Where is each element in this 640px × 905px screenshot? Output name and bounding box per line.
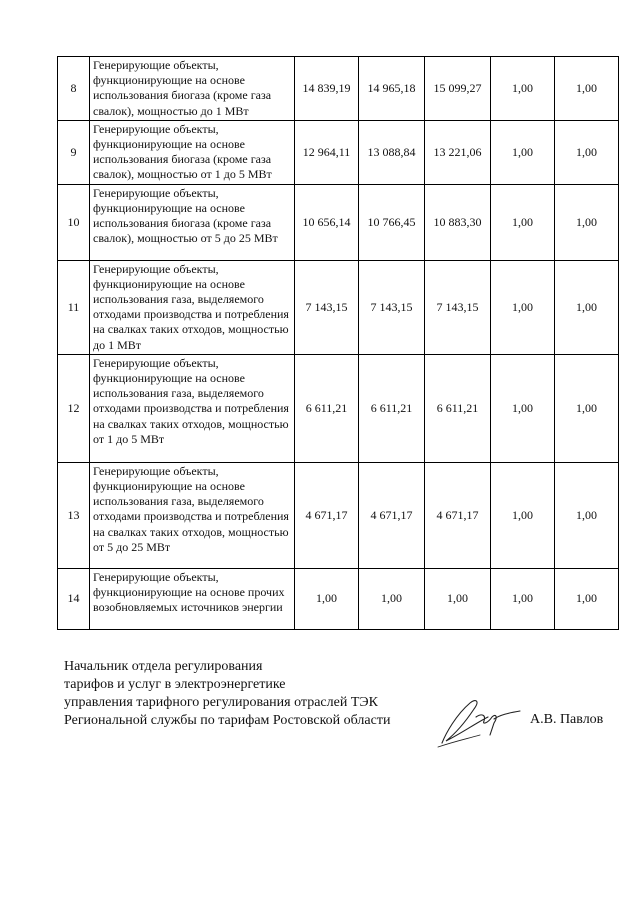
row-value-3-cell: 15 099,27 — [425, 57, 491, 121]
row-number-cell: 10 — [58, 184, 90, 260]
row-value-2-cell: 10 766,45 — [359, 184, 425, 260]
row-number-cell: 12 — [58, 354, 90, 462]
signer-title-line-1: Начальник отдела регулирования — [64, 659, 263, 674]
row-value-4-cell: 1,00 — [491, 568, 555, 629]
row-value-4-cell: 1,00 — [491, 354, 555, 462]
row-value-2-cell: 7 143,15 — [359, 260, 425, 354]
row-value-3-cell: 1,00 — [425, 568, 491, 629]
row-value-4-cell: 1,00 — [491, 120, 555, 184]
table-row — [58, 354, 619, 462]
row-value-5-cell: 1,00 — [555, 120, 619, 184]
row-value-5-cell: 1,00 — [555, 260, 619, 354]
row-description-cell: Генерирующие объекты, функционирующие на основе использования газа, выделяемого отходами производства и потребления на свалках таких отходов, мощностью до 1 МВт — [90, 260, 295, 354]
row-value-1-cell: 1,00 — [295, 568, 359, 629]
signature-block — [64, 658, 390, 730]
row-value-3-cell: 13 221,06 — [425, 120, 491, 184]
row-description-cell: Генерирующие объекты, функционирующие на основе использования биогаза (кроме газа свалок), мощностью от 5 до 25 МВт — [90, 184, 295, 260]
row-value-2-cell: 1,00 — [359, 568, 425, 629]
row-value-1-cell: 6 611,21 — [295, 354, 359, 462]
row-value-3-cell: 6 611,21 — [425, 354, 491, 462]
table-row — [58, 462, 619, 568]
row-value-2-cell: 14 965,18 — [359, 57, 425, 121]
row-description-cell: Генерирующие объекты, функционирующие на основе прочих возобновляемых источников энергии — [90, 568, 295, 629]
row-number-cell: 11 — [58, 260, 90, 354]
signer-name: А.В. Павлов — [530, 712, 604, 727]
row-value-1-cell: 12 964,11 — [295, 120, 359, 184]
handwritten-signature — [436, 693, 526, 751]
signer-title-line-4: Региональной службы по тарифам Ростовской области — [64, 713, 391, 728]
row-value-4-cell: 1,00 — [491, 184, 555, 260]
row-value-1-cell: 7 143,15 — [295, 260, 359, 354]
row-value-5-cell: 1,00 — [555, 462, 619, 568]
row-description-cell: Генерирующие объекты, функционирующие на основе использования биогаза (кроме газа свалок), мощностью от 1 до 5 МВт — [90, 120, 295, 184]
signer-title-line-3: управления тарифного регулирования отраслей ТЭК — [64, 695, 378, 710]
row-value-2-cell: 4 671,17 — [359, 462, 425, 568]
tariff-table — [57, 56, 619, 630]
row-value-5-cell: 1,00 — [555, 57, 619, 121]
table-row — [58, 568, 619, 629]
row-description-cell: Генерирующие объекты, функционирующие на основе использования газа, выделяемого отходами производства и потребления на свалках таких отходов, мощностью от 5 до 25 МВт — [90, 462, 295, 568]
row-value-4-cell: 1,00 — [491, 462, 555, 568]
row-value-2-cell: 13 088,84 — [359, 120, 425, 184]
row-description-cell: Генерирующие объекты, функционирующие на основе использования газа, выделяемого отходами производства и потребления на свалках таких отходов, мощностью от 1 до 5 МВт — [90, 354, 295, 462]
row-number-cell: 9 — [58, 120, 90, 184]
row-value-5-cell: 1,00 — [555, 354, 619, 462]
tariff-table-body — [58, 57, 619, 630]
row-number-cell: 13 — [58, 462, 90, 568]
row-description-cell: Генерирующие объекты, функционирующие на основе использования биогаза (кроме газа свалок), мощностью до 1 МВт — [90, 57, 295, 121]
signer-title-line-2: тарифов и услуг в электроэнергетике — [64, 677, 286, 692]
row-value-1-cell: 10 656,14 — [295, 184, 359, 260]
table-row — [58, 260, 619, 354]
table-row — [58, 184, 619, 260]
row-value-5-cell: 1,00 — [555, 568, 619, 629]
row-value-1-cell: 4 671,17 — [295, 462, 359, 568]
table-row — [58, 120, 619, 184]
row-number-cell: 8 — [58, 57, 90, 121]
table-row — [58, 57, 619, 121]
row-value-3-cell: 10 883,30 — [425, 184, 491, 260]
row-value-2-cell: 6 611,21 — [359, 354, 425, 462]
row-value-3-cell: 4 671,17 — [425, 462, 491, 568]
row-number-cell: 14 — [58, 568, 90, 629]
row-value-1-cell: 14 839,19 — [295, 57, 359, 121]
row-value-3-cell: 7 143,15 — [425, 260, 491, 354]
row-value-5-cell: 1,00 — [555, 184, 619, 260]
row-value-4-cell: 1,00 — [491, 57, 555, 121]
row-value-4-cell: 1,00 — [491, 260, 555, 354]
